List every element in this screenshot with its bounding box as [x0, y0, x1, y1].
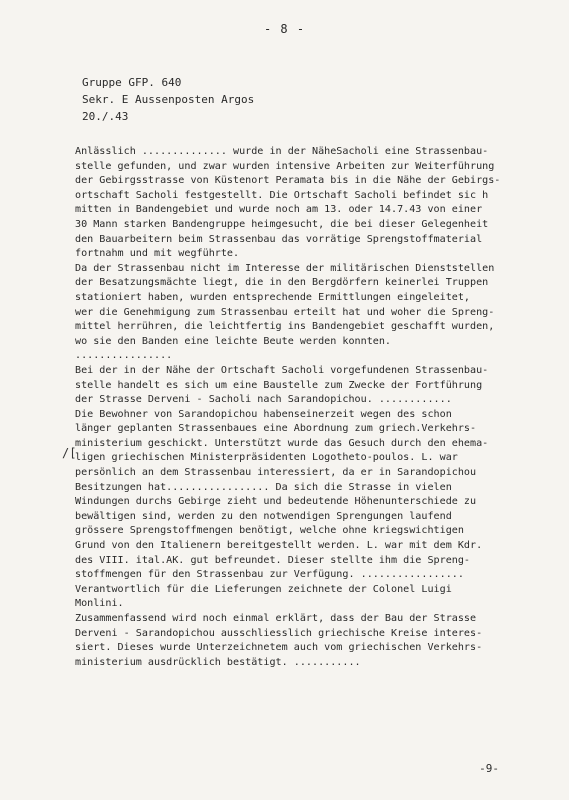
body-line: mittel herrühren, die leichtfertig ins Bandengebiet geschafft wurden,: [75, 321, 495, 333]
body-line: siert. Dieses wurde Unterzeichnetem auch vom griechischen Verkehrs-: [75, 642, 483, 654]
document-body: [75, 145, 553, 670]
body-line: des VIII. ital.AK. gut befreundet. Dieser stellte ihm die Spreng-: [75, 554, 471, 566]
body-line: stelle handelt es sich um eine Baustelle zum Zwecke der Fortführung: [75, 379, 483, 391]
body-line: Derveni - Sarandopichou ausschliesslich griechische Kreise interes-: [75, 627, 483, 639]
body-line: der Besatzungsmächte liegt, die in den Bergdörfern keinerlei Truppen: [75, 277, 489, 289]
body-line: Windungen durchs Gebirge zieht und bedeutende Höhenunterschiede zu: [75, 496, 477, 508]
body-line: der Strasse Derveni - Sacholi nach Sarandopichou. ............: [75, 394, 452, 406]
body-line: persönlich an dem Strassenbau interessiert, da er in Sarandopichou: [75, 467, 477, 479]
body-line: stelle gefunden, und zwar wurden intensive Arbeiten zur Weiterführung: [75, 160, 495, 172]
body-line: grössere Sprengstoffmengen benötigt, welche ohne kriegswichtigen: [75, 525, 464, 537]
body-line: länger geplanten Strassenbaues eine Abordnung zum griech.Verkehrs-: [75, 423, 477, 435]
header-group: Gruppe GFP. 640: [82, 76, 182, 89]
body-line: ................: [75, 350, 173, 362]
body-line: 30 Mann starken Bandengruppe heimgesucht, die bei dieser Gelegenheit: [75, 218, 489, 230]
header-date: 20./.43: [82, 110, 129, 123]
body-line: Die Bewohner von Sarandopichou habenseinerzeit wegen des schon: [75, 408, 452, 420]
body-line: Besitzungen hat................. Da sich die Strasse in vielen: [75, 481, 452, 493]
page-number: - 8 -: [263, 22, 306, 36]
body-line: Zusammenfassend wird noch einmal erklärt, dass der Bau der Strasse: [75, 613, 477, 624]
body-line: ligen griechischen Ministerpräsidenten Logotheto-poulos. L. war: [75, 452, 458, 464]
body-line: Da der Strassenbau nicht im Interesse der militärischen Dienststellen: [75, 262, 495, 274]
document-header: [82, 74, 254, 125]
next-page-number: -9-: [479, 762, 499, 775]
header-office: Sekr. E Aussenposten Argos: [82, 93, 255, 106]
body-line: Verantwortlich für die Lieferungen zeichnete der Colonel Luigi: [75, 583, 452, 595]
body-line: fortnahm und mit wegführte.: [75, 248, 240, 260]
body-line: der Gebirgsstrasse von Küstenort Peramata bis in die Nähe der Gebirgs-: [75, 175, 501, 187]
body-line: wo sie den Banden eine leichte Beute werden konnten.: [75, 335, 392, 347]
body-line: Monlini.: [75, 598, 124, 610]
body-line: den Bauarbeitern beim Strassenbau das vorrätige Sprengstoffmaterial: [75, 233, 483, 245]
body-line: Bei der in der Nähe der Ortschaft Sacholi vorgefundenen Strassenbau-: [75, 364, 489, 376]
body-line: bewältigen sind, werden zu den notwendigen Sprengungen laufend: [75, 510, 452, 522]
body-line: ministerium ausdrücklich bestätigt. ...........: [75, 656, 361, 668]
body-line: Anlässlich .............. wurde in der NäheSacholi eine Strassenbau-: [75, 146, 489, 157]
body-line: mitten in Bandengebiet und wurde noch am 13. oder 14.7.43 von einer: [75, 204, 483, 216]
body-line: stationiert haben, wurden entsprechende Ermittlungen eingeleitet,: [75, 291, 471, 303]
margin-mark: /[: [62, 446, 77, 460]
body-line: stoffmengen für den Strassenbau zur Verfügung. .................: [75, 569, 464, 581]
body-line: wer die Genehmigung zum Strassenbau erteilt hat und woher die Spreng-: [75, 306, 495, 318]
body-line: ministerium geschickt. Unterstützt wurde das Gesuch durch den ehema-: [75, 437, 489, 449]
body-line: Grund von den Italienern bereitgestellt werden. L. war mit dem Kdr.: [75, 540, 483, 552]
body-line: ortschaft Sacholi festgestellt. Die Ortschaft Sacholi befindet sic h: [75, 189, 489, 201]
